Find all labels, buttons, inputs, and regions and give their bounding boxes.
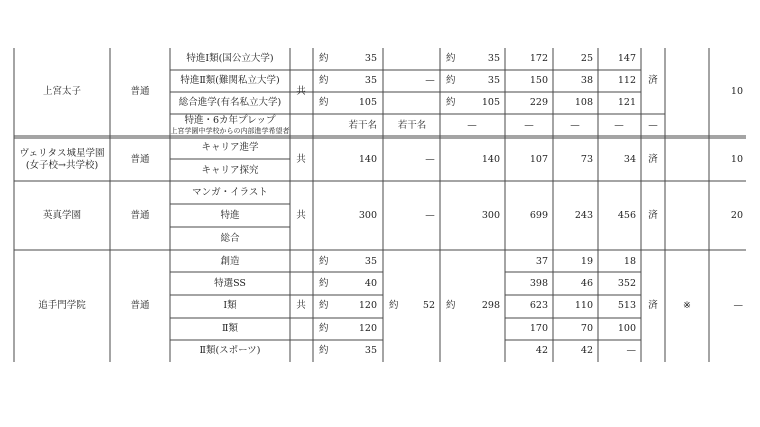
school-name: 英真学園 <box>42 210 82 221</box>
capacity-approx: 約 <box>319 278 329 289</box>
last-value: 20 <box>730 210 743 221</box>
capacity-approx: 約 <box>319 97 329 108</box>
capacity-approx: 約 <box>319 256 329 267</box>
value-b: — <box>570 120 580 131</box>
last-value: 10 <box>730 86 743 97</box>
course-name: キャリア進学 <box>201 142 259 153</box>
value-c: 352 <box>617 278 636 289</box>
capacity-2: 若干名 <box>397 120 427 131</box>
value-b: 19 <box>580 256 593 267</box>
plan-approx: 約 <box>446 53 456 64</box>
capacity-approx: 約 <box>319 75 329 86</box>
plan: 298 <box>481 300 500 311</box>
course-name: Ⅱ類 <box>222 323 238 334</box>
course-name: Ⅰ類 <box>223 300 237 311</box>
gender: 共 <box>296 300 306 311</box>
capacity: 105 <box>358 97 377 108</box>
school-name-line2: (女子校→共学校) <box>25 160 99 171</box>
applicants: 398 <box>529 278 548 289</box>
value-c: 100 <box>617 323 636 334</box>
course-type: 普通 <box>130 86 150 97</box>
capacity-approx: 約 <box>319 53 329 64</box>
value-b: 25 <box>580 53 593 64</box>
status: 済 <box>648 75 658 86</box>
value-b: 243 <box>574 210 593 221</box>
plan: 300 <box>481 210 500 221</box>
gender: 共 <box>296 154 306 165</box>
course-name: キャリア探究 <box>201 165 259 176</box>
course-name: 特進Ⅱ類(難関私立大学) <box>180 75 280 86</box>
value-b: 46 <box>580 278 593 289</box>
capacity-2-approx: 約 <box>389 300 399 311</box>
plan: 140 <box>481 154 500 165</box>
plan: 35 <box>487 75 500 86</box>
value-c: 147 <box>617 53 636 64</box>
value-b: 110 <box>574 300 593 311</box>
course-type: 普通 <box>130 210 150 221</box>
course-name: 特進・6カ年プレップ <box>184 115 276 126</box>
school-name: 追手門学院 <box>38 300 86 311</box>
course-name: 特進Ⅰ類(国公立大学) <box>186 53 274 64</box>
value-b: 42 <box>580 345 593 356</box>
plan: 105 <box>481 97 500 108</box>
value-c: 34 <box>623 154 636 165</box>
plan-approx: 約 <box>446 75 456 86</box>
value-b: 108 <box>574 97 593 108</box>
status: 済 <box>648 154 658 165</box>
value-b: 73 <box>580 154 593 165</box>
value-c: 18 <box>623 256 636 267</box>
capacity-2: — <box>425 75 435 86</box>
plan-approx: 約 <box>446 97 456 108</box>
note-mark: ※ <box>683 300 691 311</box>
applicants: 229 <box>529 97 548 108</box>
plan: — <box>467 120 477 131</box>
gender: 共 <box>296 210 306 221</box>
capacity: 35 <box>364 53 377 64</box>
applicants: 42 <box>535 345 548 356</box>
course-name: 特選SS <box>214 278 246 289</box>
capacity: 40 <box>364 278 377 289</box>
value-d: — <box>648 120 658 131</box>
course-name: 特進 <box>220 210 240 221</box>
value-c: 112 <box>617 75 636 86</box>
value-b: 38 <box>580 75 593 86</box>
course-note: 上宮学園中学校からの内部進学希望者 <box>170 127 290 135</box>
capacity: 35 <box>364 345 377 356</box>
gender: 共 <box>296 86 306 97</box>
value-c: 121 <box>617 97 636 108</box>
last-value: — <box>733 300 743 311</box>
capacity: 120 <box>358 323 377 334</box>
applicants: 172 <box>529 53 548 64</box>
applicants: 107 <box>529 154 548 165</box>
value-c: 513 <box>617 300 636 311</box>
course-name: 創造 <box>220 256 240 267</box>
capacity-approx: 約 <box>319 300 329 311</box>
status: 済 <box>648 210 658 221</box>
capacity: 35 <box>364 256 377 267</box>
applicants: 37 <box>535 256 548 267</box>
status: 済 <box>648 300 658 311</box>
value-b: 70 <box>580 323 593 334</box>
value-c: — <box>614 120 624 131</box>
capacity: 120 <box>358 300 377 311</box>
applicants: 170 <box>529 323 548 334</box>
school-name-line1: ヴェリタス城星学園 <box>19 148 105 159</box>
applicants: 623 <box>529 300 548 311</box>
plan-approx: 約 <box>446 300 456 311</box>
value-c: 456 <box>617 210 636 221</box>
course-type: 普通 <box>130 154 150 165</box>
course-name: マンガ・イラスト <box>192 187 268 198</box>
course-type: 普通 <box>130 300 150 311</box>
capacity-approx: 約 <box>319 345 329 356</box>
plan: 35 <box>487 53 500 64</box>
capacity: 300 <box>358 210 377 221</box>
school-name: 上宮太子 <box>42 86 82 97</box>
applicants: 699 <box>529 210 548 221</box>
value-c: — <box>626 345 636 356</box>
course-name: 総合 <box>220 233 240 244</box>
course-name: Ⅱ類(スポーツ) <box>199 345 261 356</box>
last-value: 10 <box>730 154 743 165</box>
capacity-2: — <box>425 210 435 221</box>
capacity: 若干名 <box>348 120 377 131</box>
capacity: 35 <box>364 75 377 86</box>
capacity: 140 <box>358 154 377 165</box>
capacity-approx: 約 <box>319 323 329 334</box>
applicants: — <box>524 120 534 131</box>
course-name: 総合進学(有名私立大学) <box>178 97 282 108</box>
capacity-2: 52 <box>422 300 435 311</box>
capacity-2: — <box>425 154 435 165</box>
applicants: 150 <box>529 75 548 86</box>
